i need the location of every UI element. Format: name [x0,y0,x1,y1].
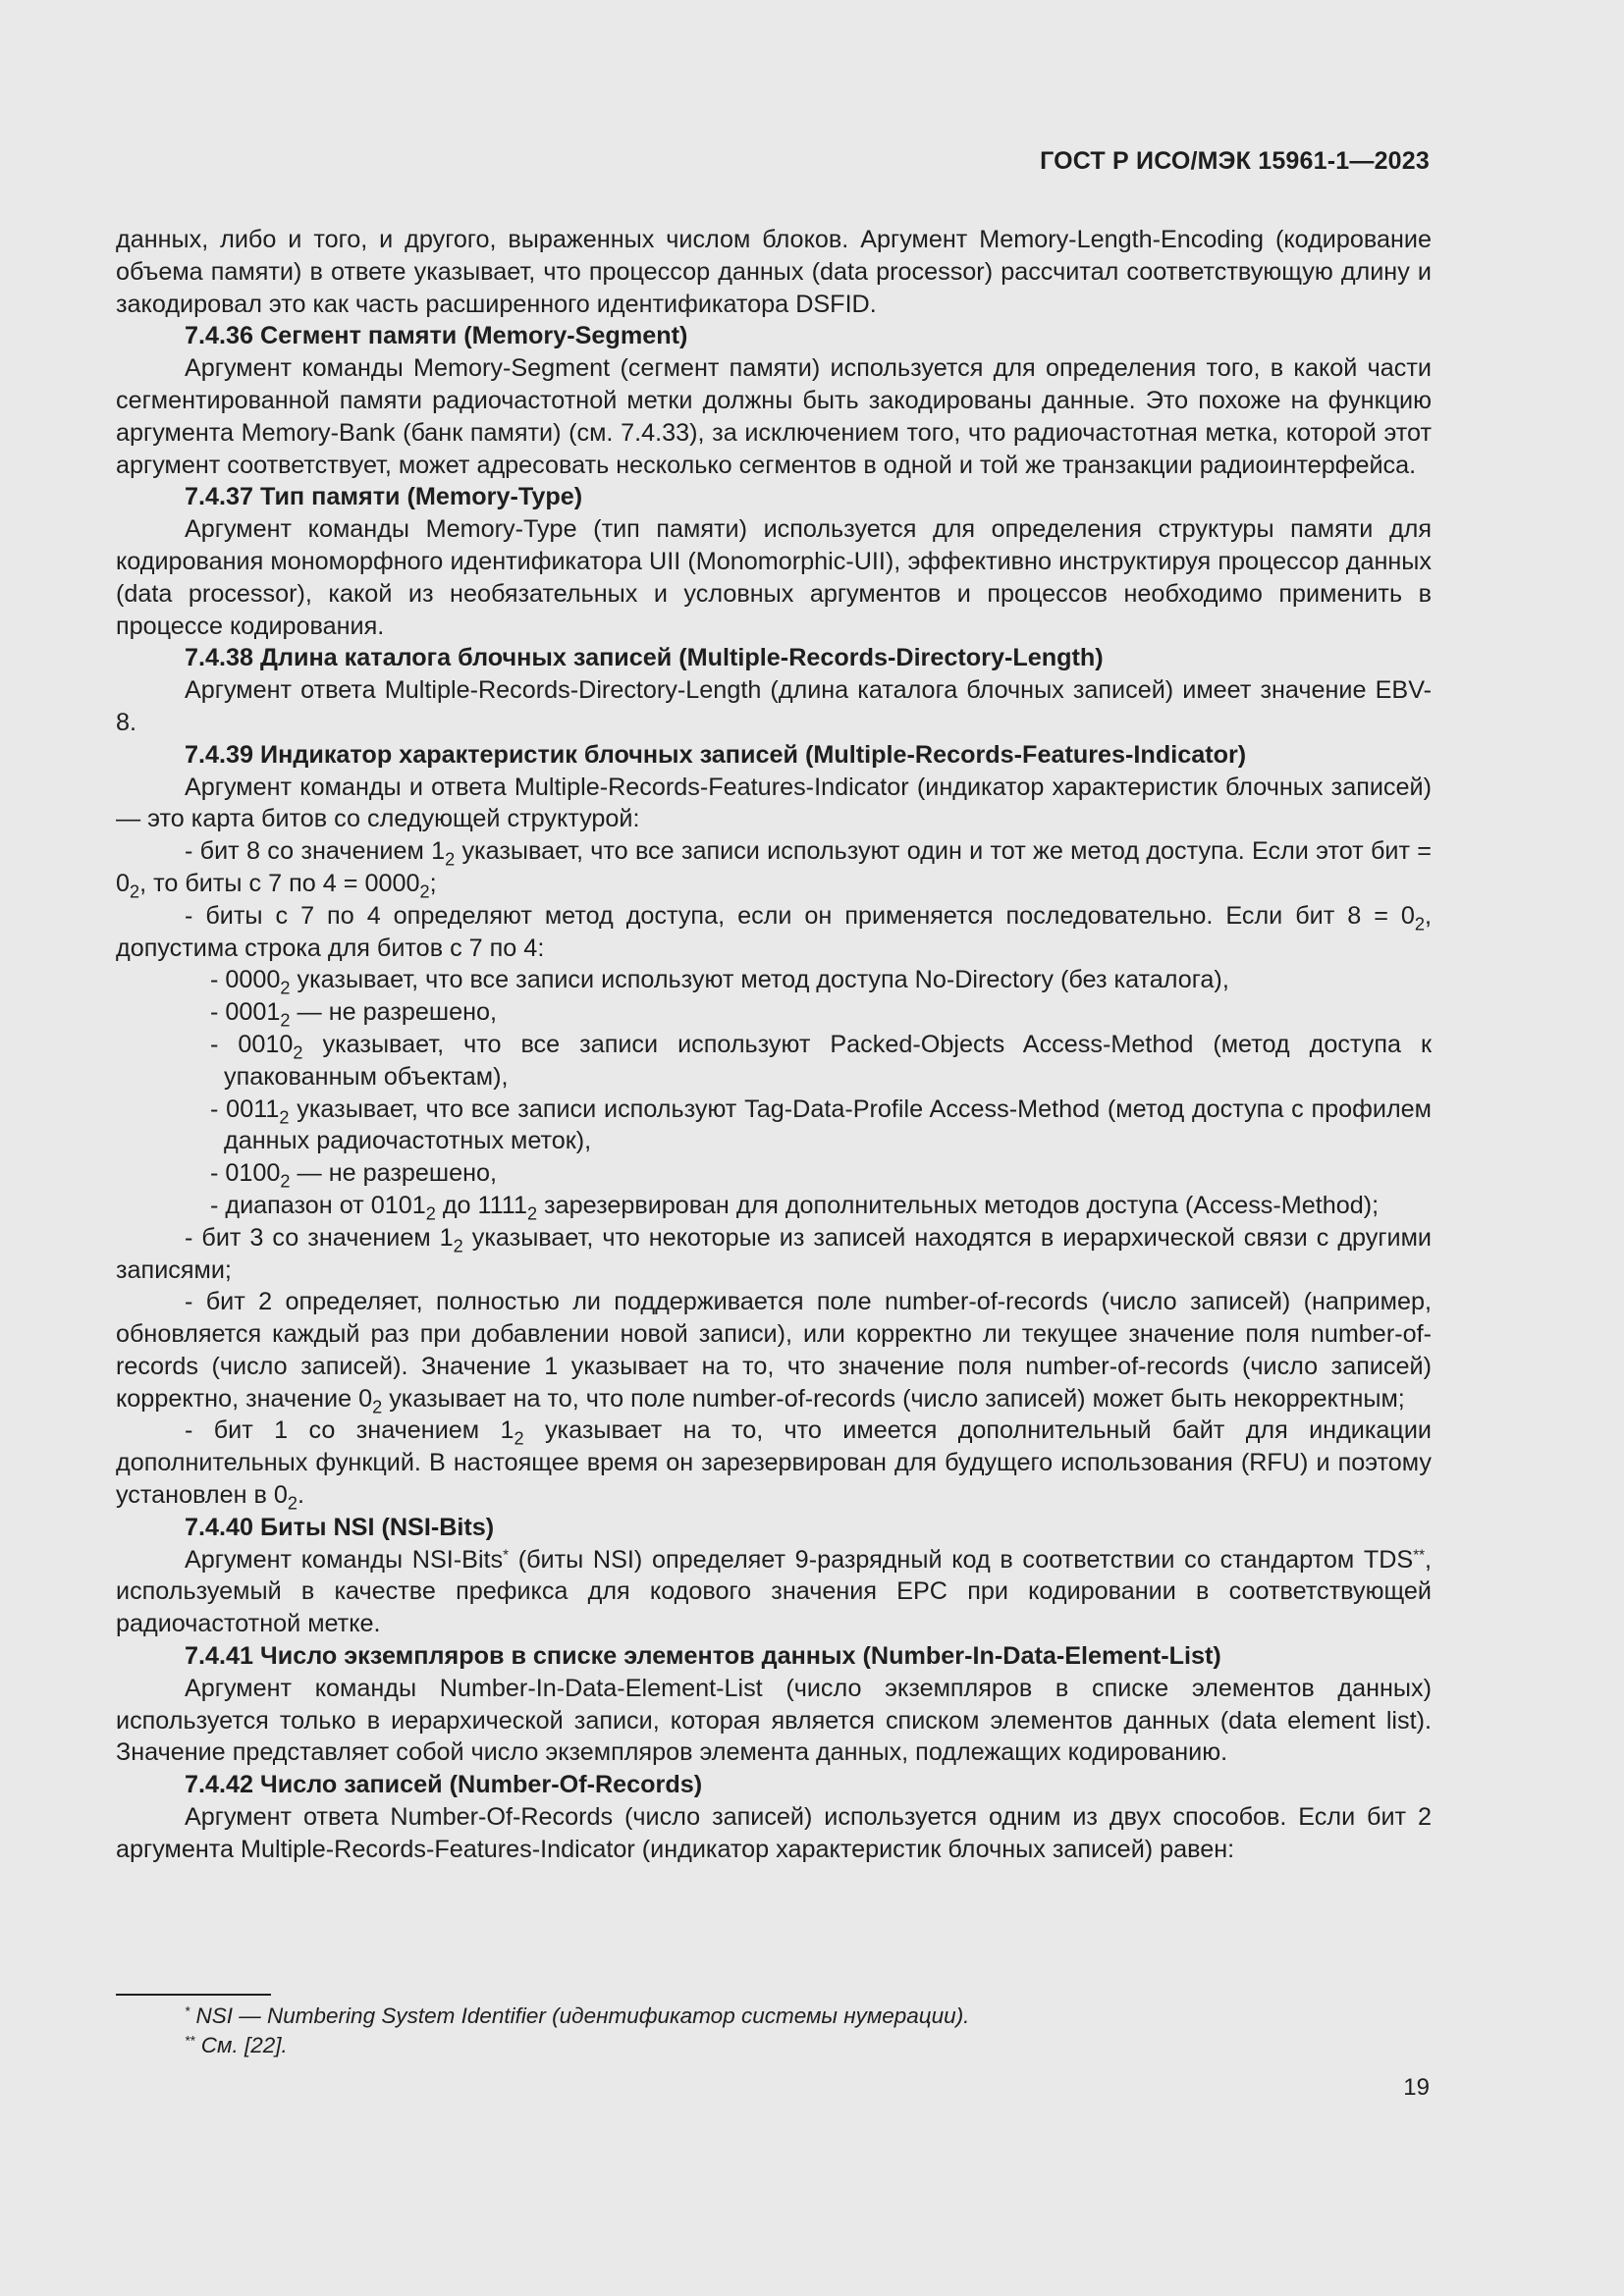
paragraph-7-4-42: Аргумент ответа Number-Of-Records (число записей) используется одним из двух способов. Если бит 2 аргумента Multiple-Records-Features-Indicator (индикатор характеристик блочных записей) равен: [116,1803,1432,1863]
footnotes [185,2002,1422,2060]
list-item: - $0010_2$ указывает, что все записи используют Packed-Objects Access-Method (метод доступа к упакованным объектам), [210,1030,1433,1091]
heading-7-4-39: 7.4.39 Индикатор характеристик блочных записей (Multiple-Records-Features-Indicator) [185,740,1247,769]
paragraph-7-4-36: Аргумент команды Memory-Segment (сегмент памяти) используется для определения того, в какой части сегментированной памяти радиочастотной метки должны быть закодированы данные. Это похоже на функцию аргумента Memory-Bank (банк памяти) (см. 7.4.33), за исключением того, что радиочастотная метка, которой этот аргумент соответствует, может адресовать несколько сегментов в одной и той же транзакции радиоинтерфейса. [116,354,1432,479]
heading-7-4-40: 7.4.40 Биты NSI (NSI-Bits) [185,1513,495,1541]
footnote-ref: ** [1413,1546,1425,1564]
page-number: 19 [1403,2074,1430,2101]
list-item: - $0001_2$ — не разрешено, [210,998,498,1031]
paragraph-7-4-40: Аргумент команды NSI-Bits* (биты NSI) определяет 9-разрядный код в соответствии со стандартом TDS**, используемый в качестве префикса для кодового значения EPC при кодировании в соответствующей радиочастотной метке. [116,1545,1432,1638]
heading-7-4-41: 7.4.41 Число экземпляров в списке элементов данных (Number-In-Data-Element-List) [185,1642,1221,1671]
bit2-item: - бит 2 определяет, полностью ли поддерживается поле number-of-records (число записей) (например, обновляется каждый раз при добавлении новой записи), или корректно ли текущее значение поля number-of-records (число записей). Значение 1 указывает на то, что значение поля number-of-records (число записей) корректно, значение $0_2$ указывает на то, что поле number-of-records (число записей) может быть некорректным; [116,1288,1432,1417]
footnote-2: ** См. [22]. [185,2033,288,2057]
paragraph-7-4-41: Аргумент команды Number-In-Data-Element-List (число экземпляров в списке элементов данных) используется только в иерархической записи, которая является списком элементов данных (data element list). Значение представляет собой число экземпляров элемента данных, подлежащих кодированию. [116,1674,1432,1767]
paragraph-7-4-38: Аргумент ответа Multiple-Records-Directory-Length (длина каталога блочных записей) имеет значение EBV-8. [116,676,1432,736]
document-header: ГОСТ Р ИСО/МЭК 15961-1—2023 [1040,147,1430,175]
bit3-item: - бит 3 со значением $1_2$ указывает, что некоторые из записей находятся в иерархической связи с другими записями; [116,1223,1432,1284]
footnote-1: * NSI — Numbering System Identifier (идентификатор системы нумерации). [185,2003,970,2028]
list-item: - $0011_2$ указывает, что все записи используют Tag-Data-Profile Access-Method (метод доступа с профилем данных радиочастотных меток), [210,1095,1432,1155]
heading-7-4-36: 7.4.36 Сегмент памяти (Memory-Segment) [185,322,688,350]
bits7to4-item: - биты с 7 по 4 определяют метод доступа, если он применяется последовательно. Если бит $8 = 0_2$, допустима строка для битов с 7 по 4: [116,901,1432,962]
heading-7-4-37: 7.4.37 Тип памяти (Memory-Type) [185,483,583,511]
list-item: - диапазон от $0101_2$ до $1111_2$ зарезервирован для дополнительных методов доступа (Access-Method); [210,1191,1380,1224]
heading-7-4-38: 7.4.38 Длина каталога блочных записей (Multiple-Records-Directory-Length) [185,644,1104,672]
list-item: - $0100_2$ — не разрешено, [210,1159,498,1192]
paragraph-7-4-37: Аргумент команды Memory-Type (тип памяти) используется для определения структуры памяти для кодирования мономорфного идентификатора UII (Monomorphic-UII), эффективно инструктируя процессор данных (data processor), какой из необязательных и условных аргументов и процессов необходимо применить в процессе кодирования. [116,515,1432,640]
body-text [116,224,1432,1866]
paragraph-intro: данных, либо и того, и другого, выраженных числом блоков. Аргумент Memory-Length-Encoding (кодирование объема памяти) в ответе указывает, что процессор данных (data processor) рассчитал соответствующую длину и закодировал это как часть расширенного идентификатора DSFID. [116,226,1432,318]
footnote-ref: * [503,1546,510,1564]
heading-7-4-42: 7.4.42 Число записей (Number-Of-Records) [185,1771,703,1799]
paragraph-7-4-39: Аргумент команды и ответа Multiple-Records-Features-Indicator (индикатор характеристик блочных записей) — это карта битов со следующей структурой: [116,773,1432,833]
bit1-item: - бит 1 со значением $1_2$ указывает на то, что имеется дополнительный байт для индикации дополнительных функций. В настоящее время он зарезервирован для будущего использования (RFU) и поэтому установлен в $0_2$. [116,1416,1432,1514]
bit8-item: - бит 8 со значением $1_2$ указывает, что все записи используют один и тот же метод доступа. Если этот бит = $0_2$, то биты с 7 по $4 = 0000_2$; [116,837,1432,902]
list-item: - $0000_2$ указывает, что все записи используют метод доступа No-Directory (без каталога), [210,966,1229,998]
footnote-divider [116,1994,271,1996]
